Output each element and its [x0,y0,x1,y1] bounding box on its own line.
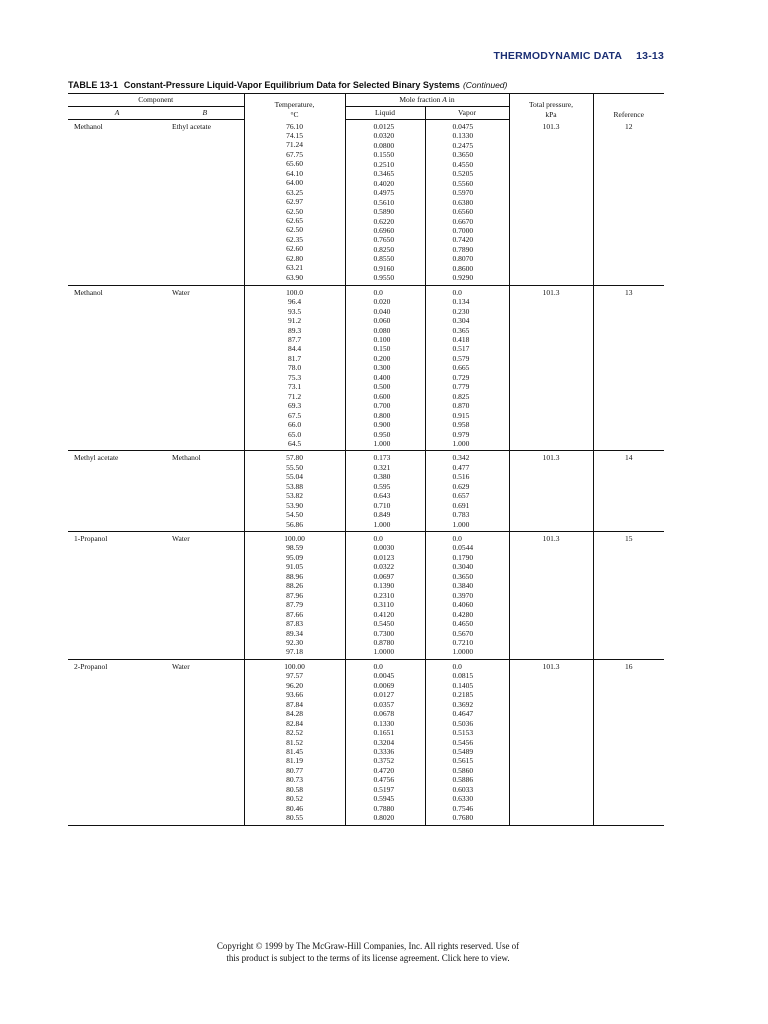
table-row [68,120,664,286]
mole-fraction-component: A [442,95,447,104]
vapor-header: Vapor [425,107,509,120]
copyright-line: Copyright © 1999 by The McGraw-Hill Companies, Inc. All rights reserved. Use of [216,941,520,951]
vapor-cell: 0.0475 0.1330 0.2475 0.3650 0.4550 0.5205 0.5560 0.5970 0.6380 0.6560 0.6670 0.7000 0.7420 0.7890 0.8070 0.8600 0.9290 [425,120,509,286]
pressure-cell: 101.3 [509,120,593,286]
liquid-header: Liquid [345,107,425,120]
reference-cell: 16 [593,659,664,825]
liquid-cell: 0.0 0.0030 0.0123 0.0322 0.0697 0.1390 0.2310 0.3110 0.4120 0.5450 0.7300 0.8780 1.0000 [345,532,425,660]
license-link[interactable]: this product is subject to the terms of its license agreement. Click here to view. [226,953,510,963]
component-b-header: B [166,107,244,120]
pressure-cell: 101.3 [509,659,593,825]
vapor-cell: 0.0 0.134 0.230 0.304 0.365 0.418 0.517 0.579 0.665 0.729 0.779 0.825 0.870 0.915 0.958 0.979 1.000 [425,285,509,451]
liquid-cell: 0.0125 0.0320 0.0800 0.1550 0.2510 0.3465 0.4020 0.4975 0.5610 0.5890 0.6220 0.6960 0.7650 0.8250 0.8550 0.9160 0.9550 [345,120,425,286]
mole-fraction-header [345,94,509,107]
liquid-cell: 0.0 0.020 0.040 0.060 0.080 0.100 0.150 0.200 0.300 0.400 0.500 0.600 0.700 0.800 0.900 0.950 1.000 [345,285,425,451]
reference-cell: 13 [593,285,664,451]
component-a-cell: Methanol [68,285,166,451]
mole-fraction-label: Mole fraction [399,95,441,104]
vapor-cell: 0.0 0.0815 0.1405 0.2185 0.3692 0.4647 0.5036 0.5153 0.5456 0.5489 0.5615 0.5860 0.5886 0.6033 0.6330 0.7546 0.7680 [425,659,509,825]
component-a-cell: 2-Propanol [68,659,166,825]
pressure-cell: 101.3 [509,285,593,451]
reference-header: Reference [593,94,664,120]
component-a-header: A [68,107,166,120]
liquid-cell: 0.0 0.0045 0.0069 0.0127 0.0357 0.0678 0.1330 0.1651 0.3204 0.3336 0.3752 0.4720 0.4756 0.5197 0.5945 0.7880 0.8020 [345,659,425,825]
component-b-cell: Water [166,285,244,451]
vapor-cell: 0.342 0.477 0.516 0.629 0.657 0.691 0.783 1.000 [425,451,509,532]
component-b-cell: Water [166,659,244,825]
pressure-cell: 101.3 [509,451,593,532]
table-title: Constant-Pressure Liquid-Vapor Equilibrium Data for Selected Binary Systems [123,80,460,90]
component-b-cell: Methanol [166,451,244,532]
temperature-cell: 100.00 98.59 95.09 91.05 88.96 88.26 87.96 87.79 87.66 87.83 89.34 92.30 97.18 [244,532,345,660]
running-head [494,50,664,62]
reference-cell: 15 [593,532,664,660]
liquid-cell: 0.173 0.321 0.380 0.595 0.643 0.710 0.849 1.000 [345,451,425,532]
temperature-cell: 76.10 74.15 71.24 67.75 65.60 64.10 64.00 63.25 62.97 62.50 62.65 62.50 62.35 62.60 62.80 63.21 63.90 [244,120,345,286]
table-row [68,451,664,532]
copyright-footer [0,940,736,964]
table-row [68,532,664,660]
component-a-cell: Methyl acetate [68,451,166,532]
table-continued-note: (Continued) [462,80,508,90]
reference-cell: 12 [593,120,664,286]
page-number: 13-13 [636,50,664,62]
temperature-cell: 57.80 55.50 55.04 53.88 53.82 53.90 54.50 56.86 [244,451,345,532]
table-caption [68,80,668,90]
mole-fraction-in: in [448,95,455,104]
table-row [68,659,664,825]
table-number: TABLE 13-1 [68,80,118,90]
vapor-cell: 0.0 0.0544 0.1790 0.3040 0.3650 0.3840 0.3970 0.4060 0.4280 0.4650 0.5670 0.7210 1.0000 [425,532,509,660]
pressure-header: Total pressure, kPa [509,94,593,120]
table-row [68,285,664,451]
temperature-cell: 100.00 97.57 96.20 93.66 87.84 84.28 82.84 82.52 81.52 81.45 81.19 80.77 80.73 80.58 80.52 80.46 80.55 [244,659,345,825]
component-a-cell: Methanol [68,120,166,286]
pressure-cell: 101.3 [509,532,593,660]
temperature-cell: 100.0 96.4 93.5 91.2 89.3 87.7 84.4 81.7 78.0 75.3 73.1 71.2 69.3 67.5 66.0 65.0 64.5 [244,285,345,451]
component-header: Component [68,94,244,107]
component-b-cell: Water [166,532,244,660]
equilibrium-data-table [68,93,664,826]
temperature-header: Temperature, °C [244,94,345,120]
running-head-title: THERMODYNAMIC DATA [493,50,623,62]
component-b-cell: Ethyl acetate [166,120,244,286]
reference-cell: 14 [593,451,664,532]
component-a-cell: 1-Propanol [68,532,166,660]
